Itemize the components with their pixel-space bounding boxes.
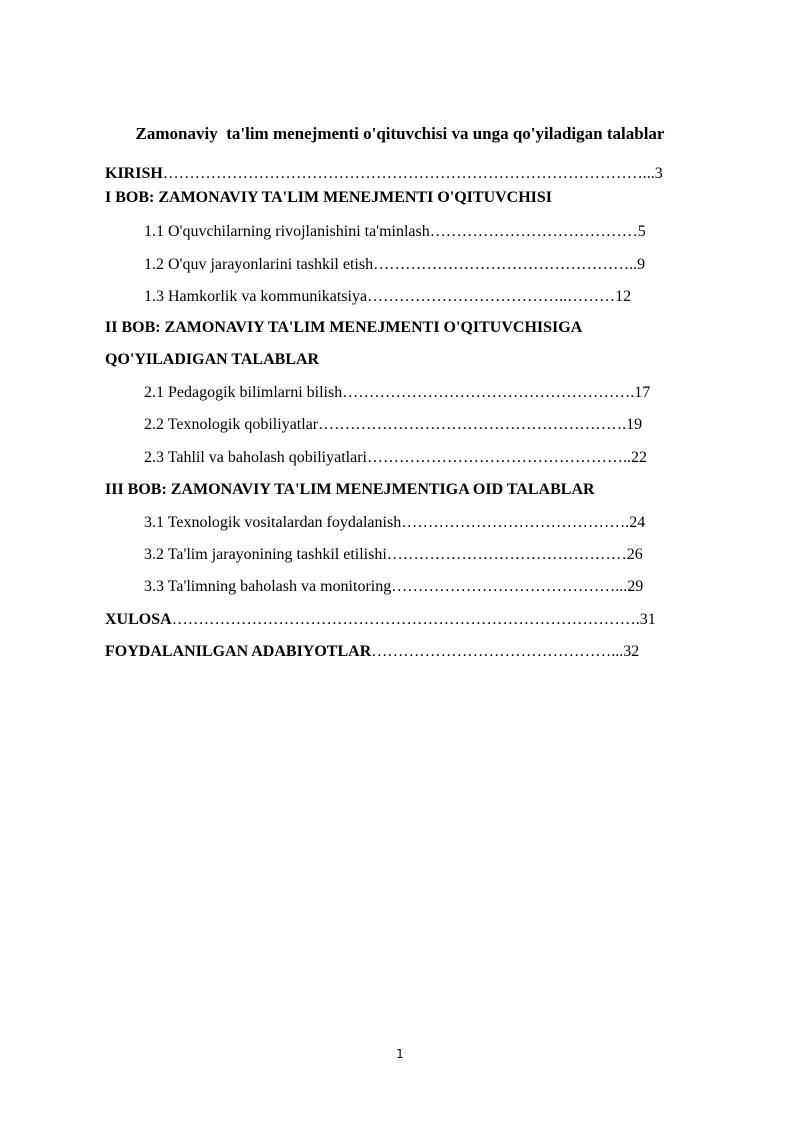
toc-entry-page: 17 bbox=[634, 384, 651, 401]
toc-entry-page: 5 bbox=[637, 223, 646, 240]
toc-entry-text: KIRISH bbox=[105, 165, 163, 182]
toc-entry-page: 24 bbox=[629, 514, 646, 531]
toc-entry-text: 1.2 O'quv jarayonlarini tashkil etish bbox=[144, 256, 374, 273]
toc-chapter-2-cont bbox=[105, 350, 741, 370]
toc-entry-page: 19 bbox=[626, 416, 643, 433]
toc-entry-page: 26 bbox=[626, 546, 643, 563]
toc-entry-text: 1.3 Hamkorlik va kommunikatsiya bbox=[144, 288, 368, 305]
toc-entry-2-2 bbox=[144, 415, 741, 435]
toc-entry-leader: ………………………………………………………………………………... bbox=[162, 165, 655, 182]
toc-entry-leader: ………………………………… bbox=[429, 223, 638, 240]
toc-entry-page: 29 bbox=[627, 578, 644, 595]
toc-entry-1-1 bbox=[144, 222, 741, 242]
toc-entry-3-3 bbox=[144, 577, 741, 597]
document-title: Zamonaviy ta'lim menejmenti o'qituvchisi va unga qo'yiladigan talablar bbox=[135, 124, 665, 143]
toc-entry-text: 3.3 Ta'limning baholash va monitoring bbox=[144, 578, 392, 595]
toc-entry-leader: ………………………………………... bbox=[371, 643, 624, 660]
toc-entry-leader: ………………………………..……… bbox=[367, 288, 616, 305]
toc-chapter-2 bbox=[105, 318, 741, 338]
toc-entry-text: I BOB: ZAMONAVIY TA'LIM MENEJMENTI O'QITUVCHISI bbox=[105, 189, 553, 206]
toc-chapter-1 bbox=[105, 188, 741, 208]
toc-entry-text: FOYDALANILGAN ADABIYOTLAR bbox=[105, 643, 372, 660]
toc-entry-leader: ………………………………………….. bbox=[366, 449, 631, 466]
toc-entry-kirish bbox=[105, 164, 741, 184]
toc-chapter-3 bbox=[105, 480, 741, 500]
toc-entry-leader: ……………………………………… bbox=[386, 546, 627, 563]
toc-entry-3-1 bbox=[144, 513, 741, 533]
toc-entry-2-3 bbox=[144, 448, 741, 468]
toc-entry-1-2 bbox=[144, 255, 741, 275]
toc-entry-page: 9 bbox=[637, 256, 646, 273]
toc-entry-adabiyotlar bbox=[105, 642, 741, 662]
toc-entry-text: 1.1 O'quvchilarning rivojlanishini ta'minlash bbox=[144, 223, 430, 240]
toc-entry-2-1 bbox=[144, 383, 741, 403]
toc-entry-page: 32 bbox=[623, 643, 640, 660]
toc-entry-text: 2.2 Texnologik qobiliyatlar bbox=[144, 416, 319, 433]
toc-entry-leader: ……………………………………. bbox=[401, 514, 630, 531]
toc-entry-text: 2.1 Pedagogik bilimlarni bilish bbox=[144, 384, 343, 401]
toc-entry-page: 31 bbox=[639, 611, 656, 628]
toc-entry-leader: ……………………………………………………………………………. bbox=[171, 611, 640, 628]
toc-entry-text: QO'YILADIGAN TALABLAR bbox=[105, 351, 320, 368]
toc-entry-leader: ………………………………………….. bbox=[373, 256, 638, 273]
toc-entry-text: 3.1 Texnologik vositalardan foydalanish bbox=[144, 514, 402, 531]
toc-entry-text: 2.3 Tahlil va baholash qobiliyatlari bbox=[144, 449, 367, 466]
toc-entry-text: XULOSA bbox=[105, 611, 172, 628]
toc-entry-xulosa bbox=[105, 610, 741, 630]
toc-entry-3-2 bbox=[144, 545, 741, 565]
toc-entry-1-3 bbox=[144, 287, 741, 307]
toc-entry-leader: …………………………………………………. bbox=[318, 416, 627, 433]
toc-entry-text: II BOB: ZAMONAVIY TA'LIM MENEJMENTI O'QITUVCHISIGA bbox=[105, 319, 583, 336]
toc-entry-page: 3 bbox=[654, 165, 663, 182]
toc-entry-text: 3.2 Ta'lim jarayonining tashkil etilishi bbox=[144, 546, 387, 563]
toc-entry-page: 12 bbox=[615, 288, 632, 305]
toc-entry-text: III BOB: ZAMONAVIY TA'LIM MENEJMENTIGA OID TALABLAR bbox=[105, 481, 595, 498]
toc-entry-leader: ………………………………………………. bbox=[342, 384, 635, 401]
toc-entry-page: 22 bbox=[630, 449, 647, 466]
page-number: 1 bbox=[396, 1047, 404, 1061]
toc-entry-leader: ……………………………………... bbox=[391, 578, 628, 595]
